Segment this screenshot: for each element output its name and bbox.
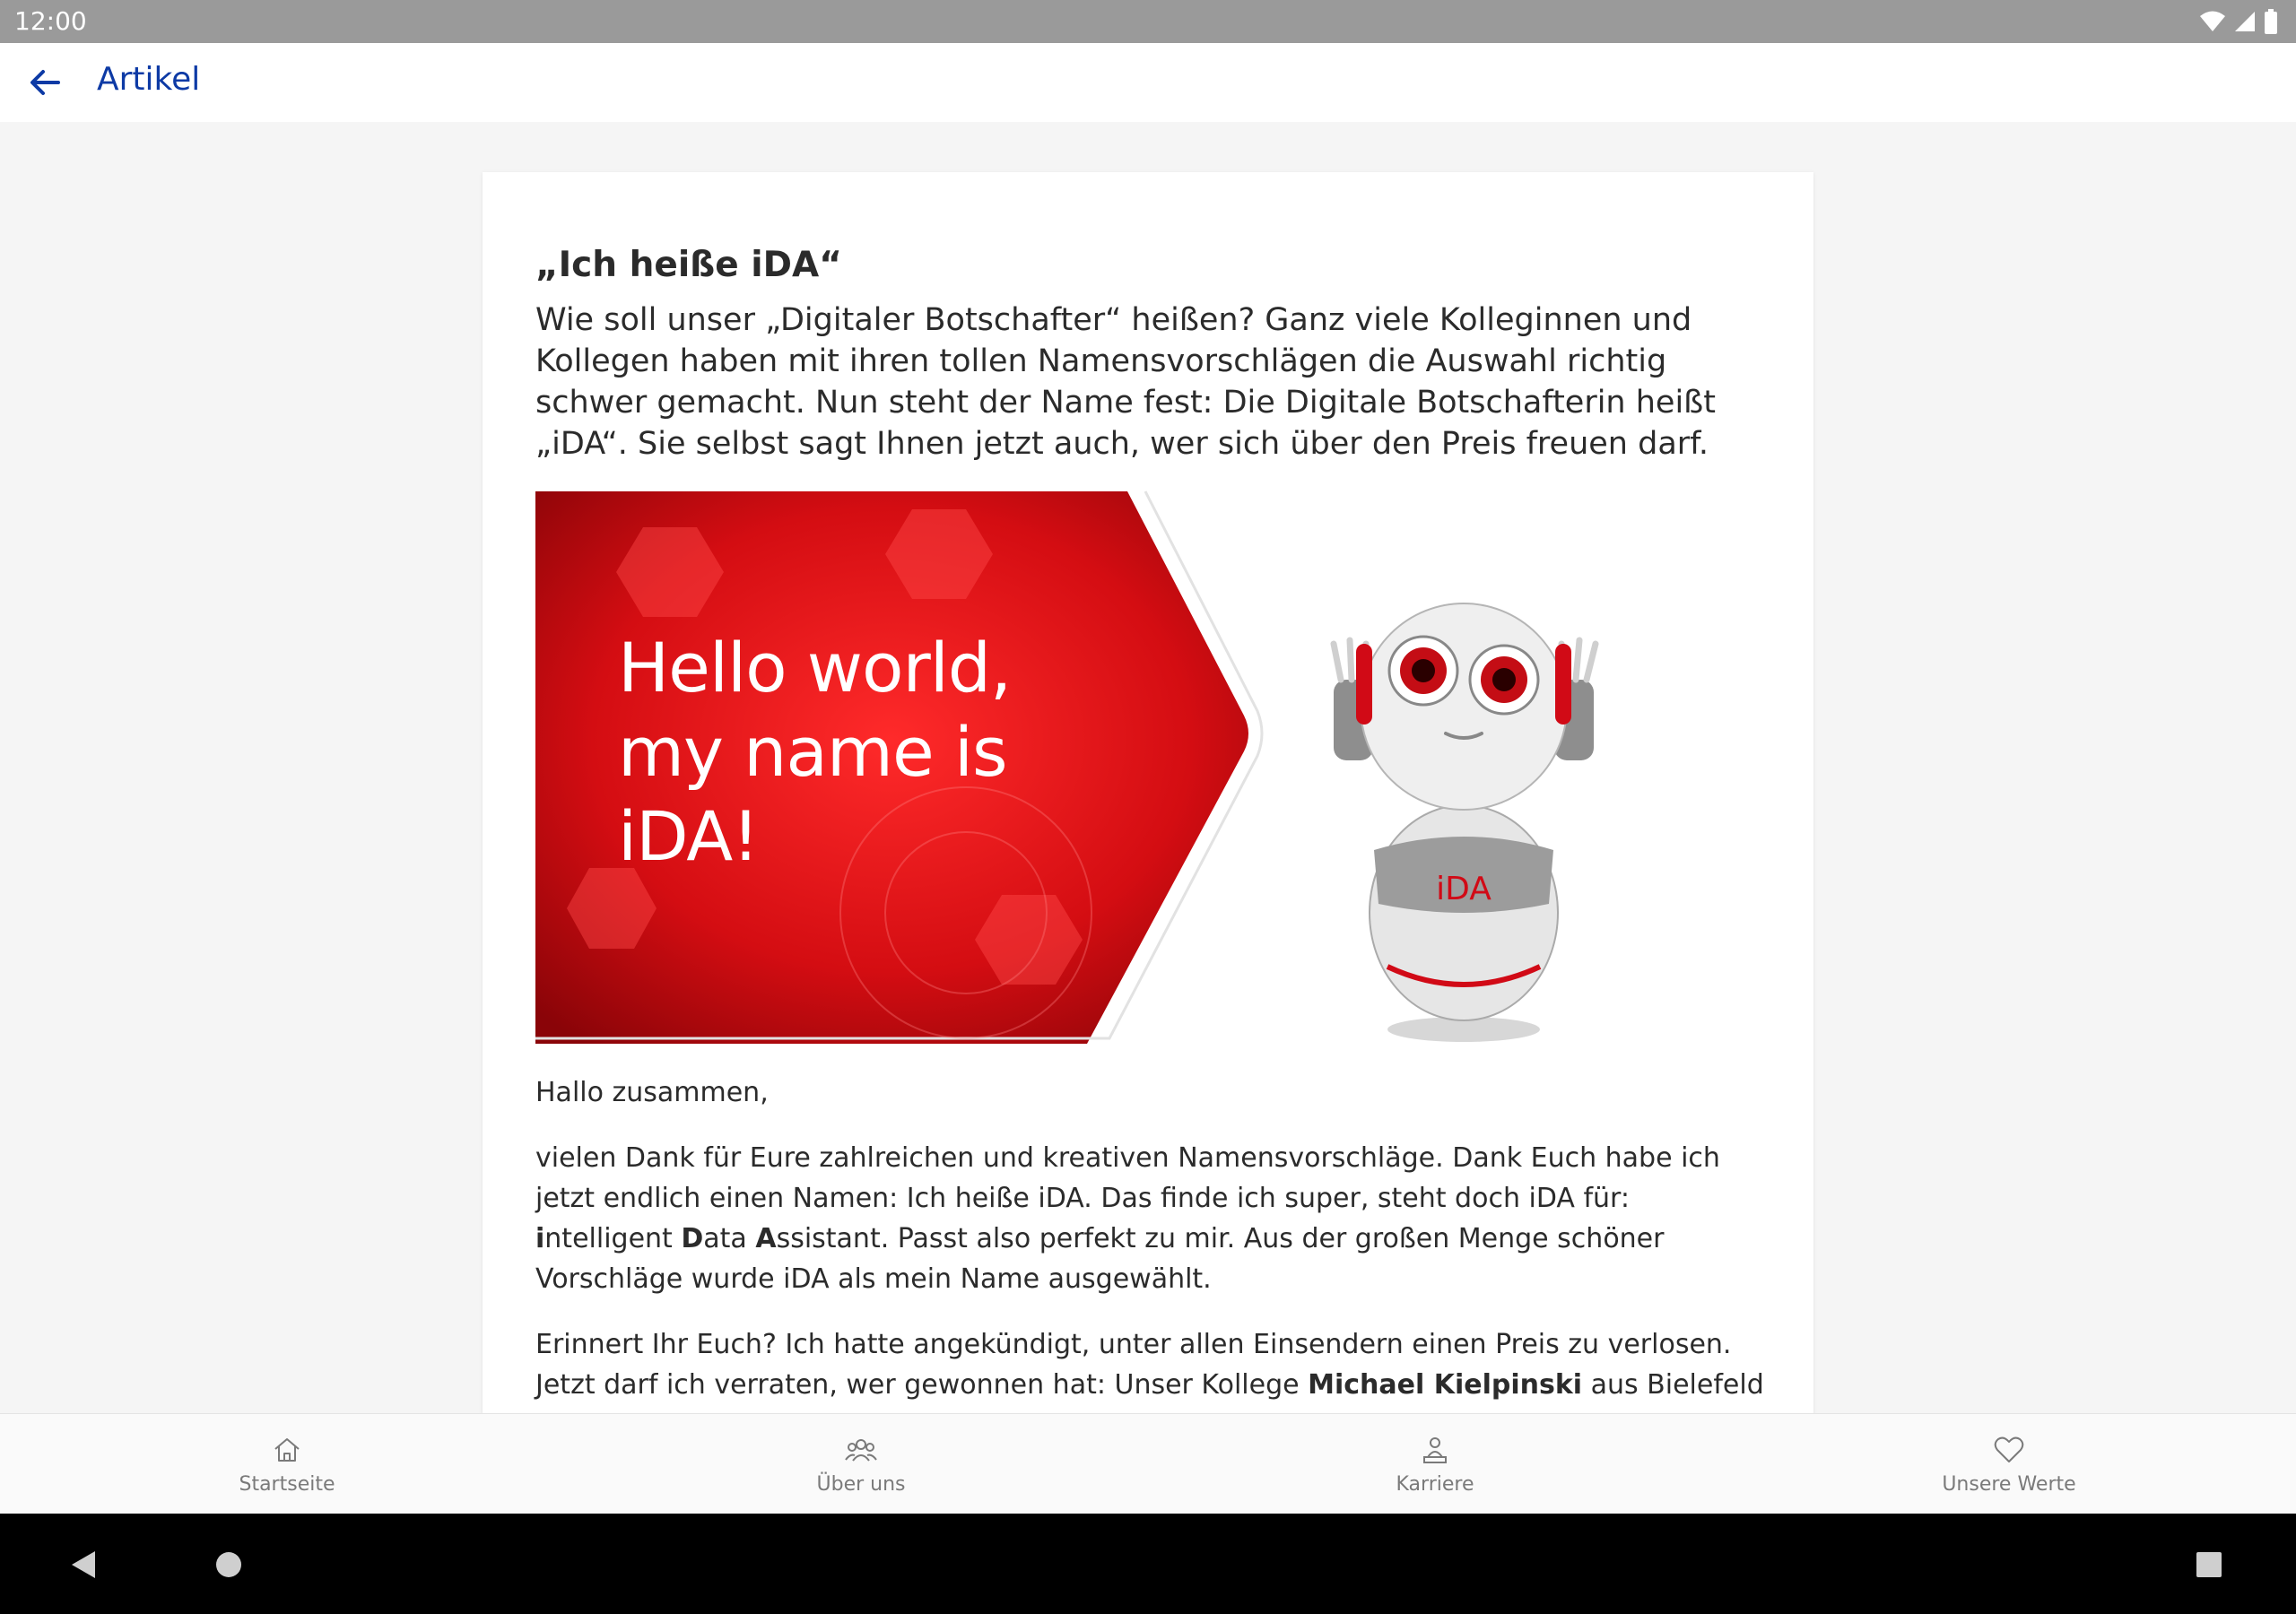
battery-icon xyxy=(2264,9,2278,34)
person-laptop-icon xyxy=(1417,1432,1453,1468)
system-home-icon[interactable] xyxy=(215,1551,242,1578)
status-time: 12:00 xyxy=(14,6,87,36)
wifi-icon xyxy=(2199,10,2226,33)
nav-item-ueber-uns[interactable] xyxy=(574,1414,1148,1514)
nav-label-ueber-uns: Über uns xyxy=(816,1473,906,1496)
article-headline: „Ich heiße iDA“ xyxy=(535,245,842,285)
home-icon xyxy=(269,1432,305,1468)
hero-text: Hello world, my name is iDA! xyxy=(618,628,1012,876)
robot-label: iDA xyxy=(1436,871,1492,907)
nav-item-unsere-werte[interactable] xyxy=(1722,1414,2296,1514)
back-button[interactable] xyxy=(22,59,68,106)
article-body xyxy=(535,242,1764,1445)
article-greeting: Hallo zusammen, xyxy=(535,1077,769,1108)
article-card xyxy=(483,172,1813,1517)
app-bar xyxy=(0,43,2296,122)
nav-label-karriere: Karriere xyxy=(1396,1473,1474,1496)
status-icons xyxy=(2199,9,2278,34)
arrow-left-icon xyxy=(30,69,60,96)
system-back-icon[interactable] xyxy=(70,1549,97,1580)
system-recents-icon[interactable] xyxy=(2196,1551,2222,1578)
hero-image xyxy=(535,491,1764,1044)
article-lead: Wie soll unser „Digitaler Botschafter“ heißen? Ganz viele Kolleginnen und Kollegen haben mit ihren tollen Namensvorschlägen die Auswahl richtig schwer gemacht. Nun steht der Name fest: Die Digitale Botschafterin heißt „iDA“. Sie selbst sagt Ihnen jetzt auch, wer sich über den Preis freuen darf. xyxy=(535,302,1716,462)
article-scroll-area[interactable] xyxy=(0,122,2296,1413)
heart-icon xyxy=(1991,1432,2027,1468)
nav-label-startseite: Startseite xyxy=(239,1473,335,1496)
nav-item-karriere[interactable] xyxy=(1148,1414,1722,1514)
nav-item-startseite[interactable] xyxy=(0,1414,574,1514)
article-paragraph-1: vielen Dank für Eure zahlreichen und kreativen Namensvorschläge. Dank Euch habe ich jetzt endlich einen Namen: Ich heiße iDA. Das finde ich super, steht doch iDA für: intelligent Data Assistant. Passt also perfekt zu mir. Aus der großen Menge schöner Vorschläge wurde iDA als mein Name ausgewählt. xyxy=(535,1142,1720,1295)
signal-icon xyxy=(2233,10,2257,33)
robot-illustration xyxy=(1307,554,1683,1047)
article-paragraph-2: Erinnert Ihr Euch? Ich hatte angekündigt, unter allen Einsendern einen Preis zu verlosen. Jetzt darf ich verraten, wer gewonnen hat: Unser Kollege Michael Kielpinski aus Bielefeld xyxy=(535,1329,1764,1401)
nav-label-unsere-werte: Unsere Werte xyxy=(1942,1473,2076,1496)
status-bar xyxy=(0,0,2296,43)
bottom-navigation xyxy=(0,1413,2296,1514)
group-icon xyxy=(843,1432,879,1468)
system-navigation-bar xyxy=(0,1514,2296,1614)
page-title: Artikel xyxy=(97,61,201,98)
